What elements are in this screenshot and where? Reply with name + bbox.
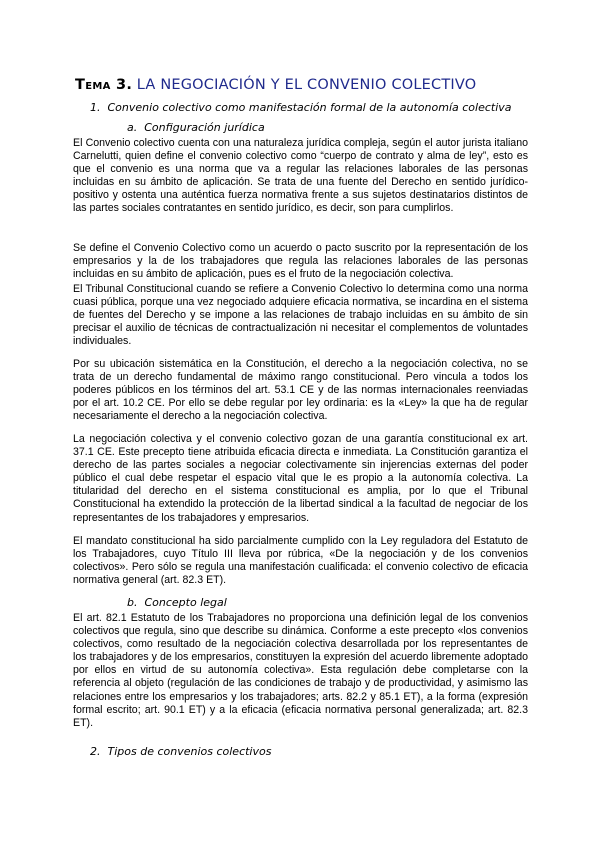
section-2-heading — [90, 745, 271, 759]
paragraph-a2: Se define el Convenio Colectivo como un acuerdo o pacto suscrito por la representación de los empresarios y la de los trabajadores que regula las relaciones laborales de las personas incluidas en su ámbito de aplicación, pues es el fruto de la negociación colectiva. — [73, 242, 528, 281]
subsection-b-label: Concepto legal — [144, 596, 227, 609]
section-1-heading — [90, 101, 512, 115]
section-2-number: 2. — [90, 745, 101, 758]
document-title — [75, 76, 555, 94]
subsection-a-letter: a. — [127, 121, 138, 134]
section-1-number: 1. — [90, 101, 101, 114]
section-2-label: Tipos de convenios colectivos — [107, 745, 272, 758]
subsection-a-heading — [127, 121, 265, 135]
subsection-b-heading — [127, 596, 227, 610]
paragraph-a3: El Tribunal Constitucional cuando se refiere a Convenio Colectivo lo determina como una norma cuasi pública, porque una vez negociado adquiere eficacia normativa, se incardina en el sistema de fuentes del Derecho y se impone a las relaciones de trabajo incluidas en su ámbito de sin precisar el auxilio de técnicas de contractualización ni necesitar el complementos de voluntades individuales. — [73, 283, 528, 348]
paragraph-a4: Por su ubicación sistemática en la Constitución, el derecho a la negociación colectiva, no se trata de un derecho fundamental de máximo rango constitucional. Pero vincula a todos los poderes públicos en los términos del art. 53.1 CE y de las normas internacionales reenviadas por el art. 10.2 CE. Por ello se debe regular por ley ordinaria: es la «Ley» la que ha de regular necesariamente el derecho a la negociación colectiva. — [73, 358, 528, 423]
paragraph-a1: El Convenio colectivo cuenta con una naturaleza jurídica compleja, según el autor jurista italiano Carnelutti, quien define el convenio colectivo como “cuerpo de contrato y alma de ley”, esto es que el convenio es una norma que va a regular las relaciones laborales de las personas incluidas en su ámbito de aplicación. Se trata de una fuente del Derecho en sentido jurídico-positivo y ostenta una auténtica fuerza normativa frente a sus sujetos destinatarios distintos de las partes sociales contratantes en sentido jurídico, es decir, son para cumplirlos. — [73, 137, 528, 215]
subsection-a-label: Configuración jurídica — [144, 121, 265, 134]
paragraph-a6: El mandato constitucional ha sido parcialmente cumplido con la Ley reguladora del Estatuto de los Trabajadores, cuyo Título III lleva por rúbrica, «De la negociación y de los convenios colectivos». Pero sólo se regula una manifestación cualificada: el convenio colectivo de eficacia normativa general (art. 82.3 ET). — [73, 535, 528, 587]
subsection-b-letter: b. — [127, 596, 138, 609]
title-text: LA NEGOCIACIÓN Y EL CONVENIO COLECTIVO — [136, 77, 477, 93]
paragraph-b1: El art. 82.1 Estatuto de los Trabajadores no proporciona una definición legal de los convenios colectivos que regula, sino que describe su dinámica. Conforme a este precepto «los convenios colectivos, como resultado de la negociación colectiva desarrollada por los representantes de los trabajadores y de los empresarios, constituyen la expresión del acuerdo libremente adoptado por ellos en virtud de su autonomía colectiva». Esta regulación debe completarse con la referencia al objeto (regulación de las condiciones de trabajo y de productividad, y asimismo las relaciones entre los empresarios y los trabajadores; arts. 82.2 y 85.1 ET), a la forma (expresión formal escrito; art. 90.1 ET) y a la eficacia (eficacia normativa personal generalizada; art. 82.3 ET). — [73, 612, 528, 729]
paragraph-a5: La negociación colectiva y el convenio colectivo gozan de una garantía constitucional ex art. 37.1 CE. Este precepto tiene atribuida eficacia directa e inmediata. La Constitución garantiza el derecho de las partes sociales a negociar colectivamente sin injerencias externas del poder público el cual debe respetar el espacio vital que le es propio a la autonomía colectiva. La titularidad del derecho en el sistema constitucional es amplia, por lo que el Tribunal Constitucional ha extendido la protección de la libertad sindical a la facultad de negociar de los representantes de los trabajadores y empresarios. — [73, 433, 528, 524]
tema-label: Tema 3. — [75, 77, 133, 93]
section-1-label: Convenio colectivo como manifestación formal de la autonomía colectiva — [107, 101, 512, 114]
